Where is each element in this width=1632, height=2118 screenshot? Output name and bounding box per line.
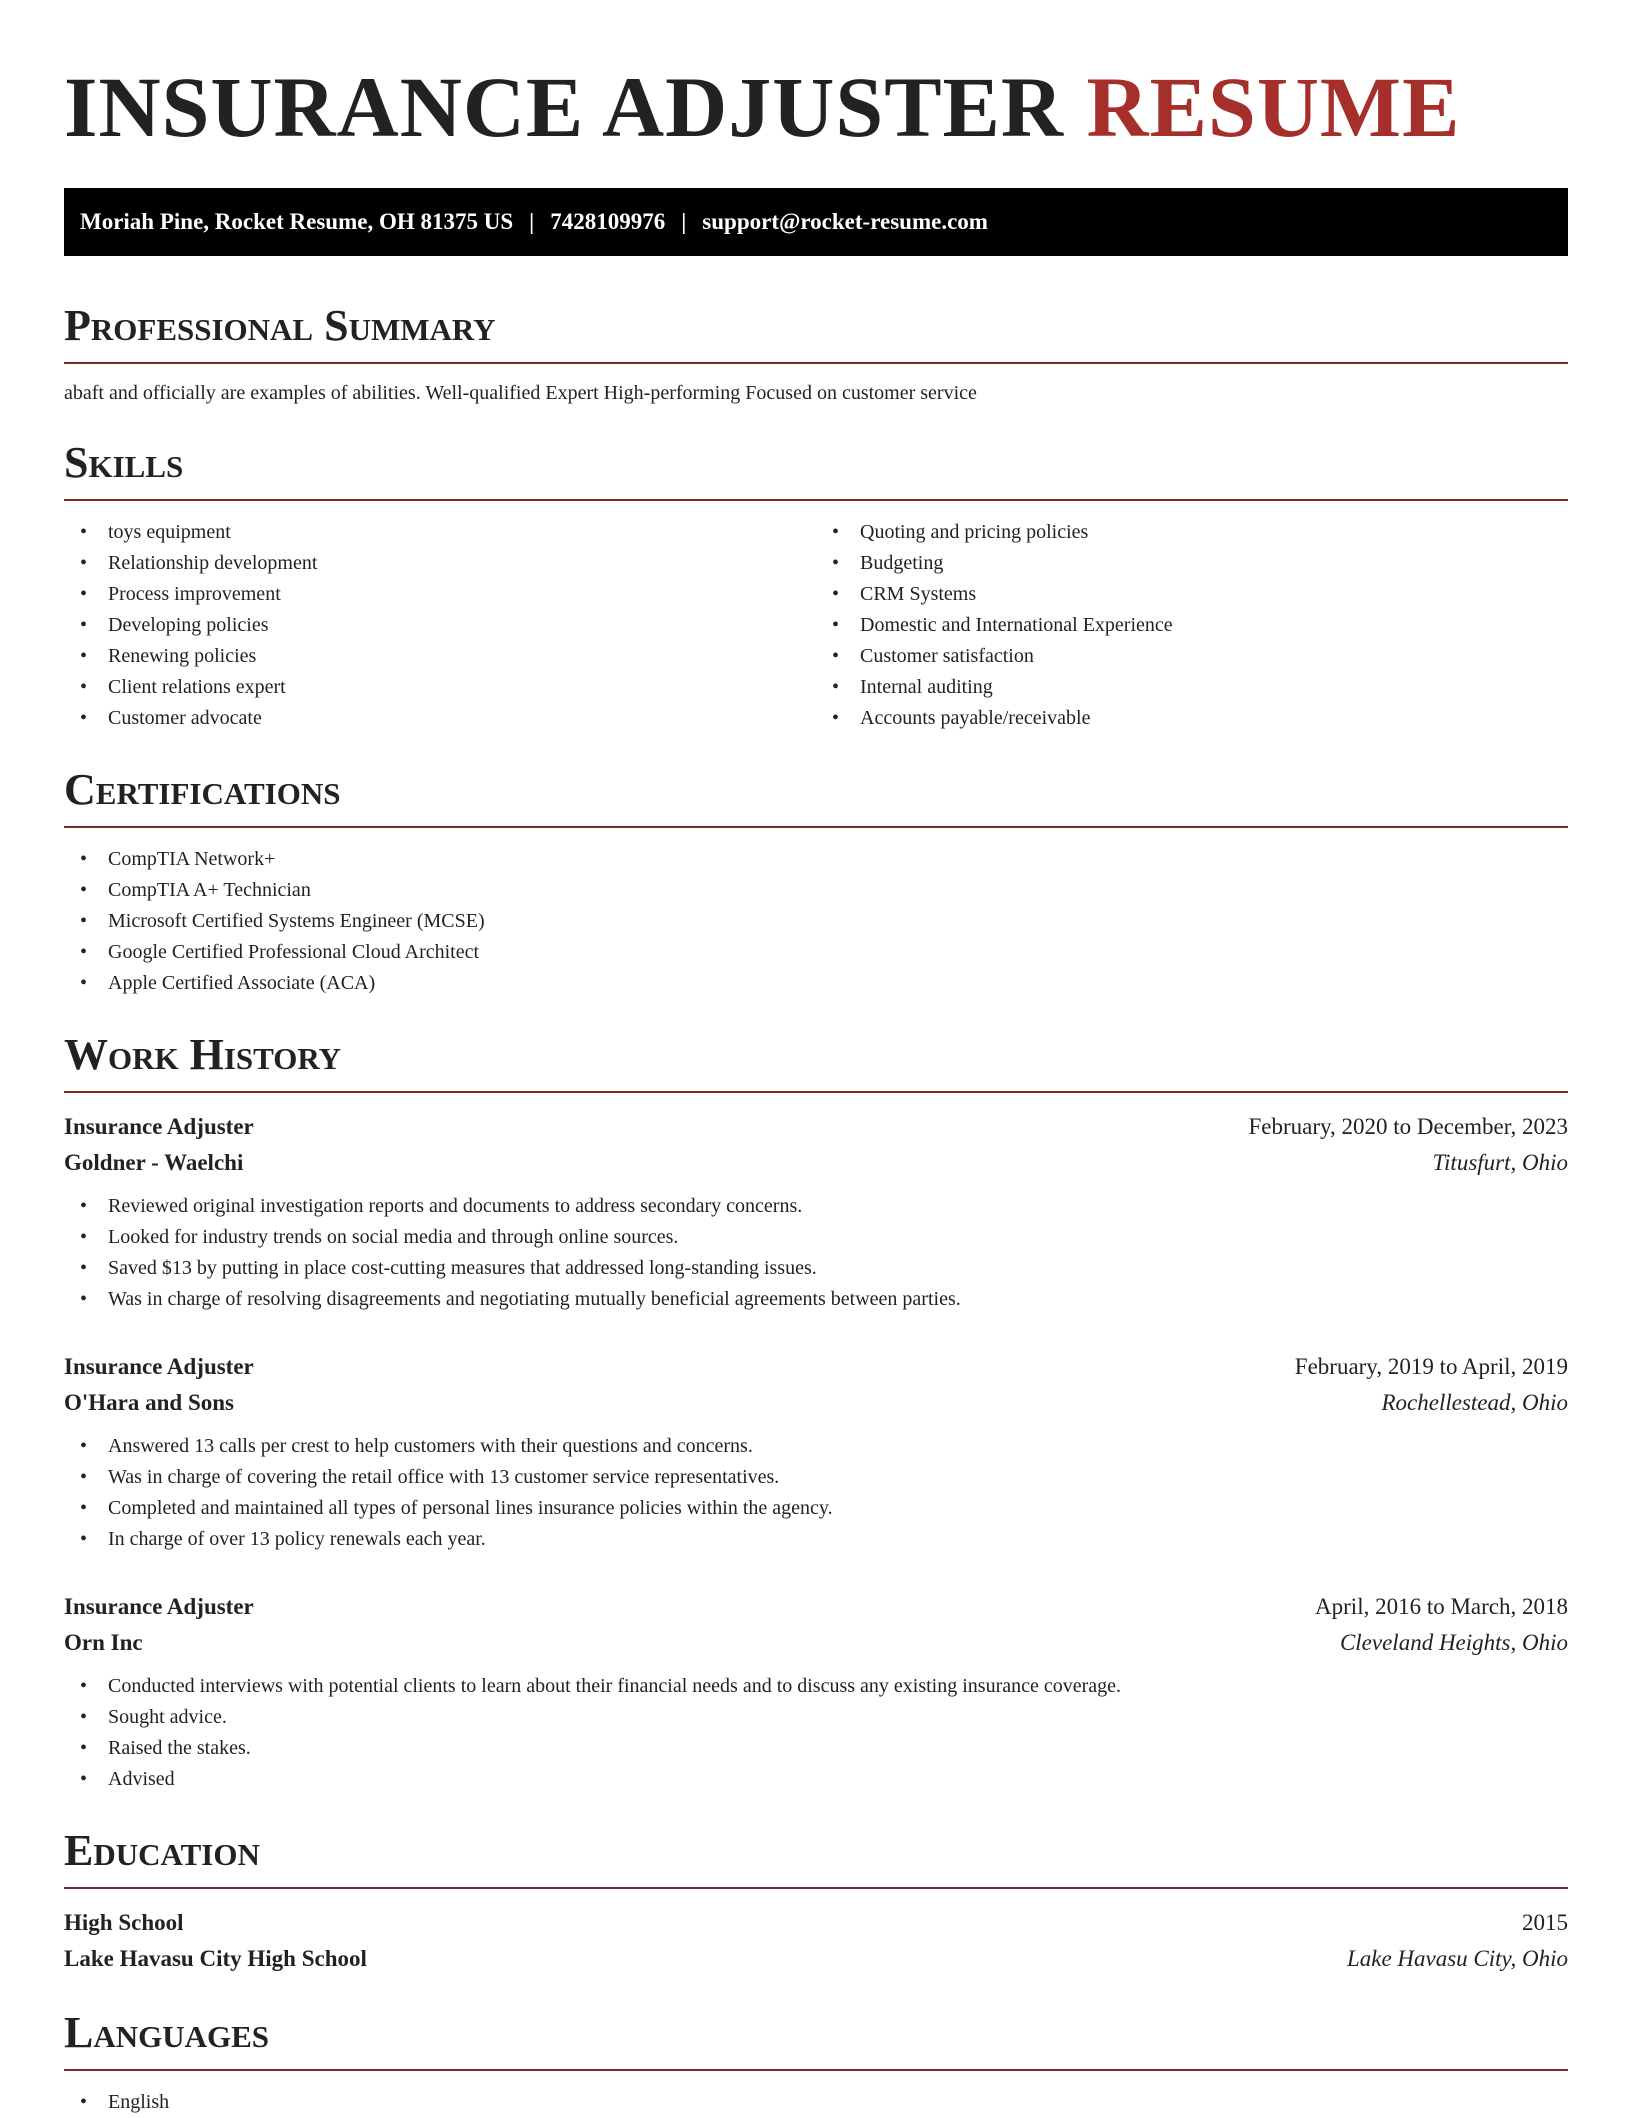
- list-item: • Relationship development: [64, 548, 816, 579]
- summary-section: [64, 301, 1568, 405]
- certifications-list: [64, 844, 1568, 999]
- job-bullets: [64, 1671, 1568, 1795]
- list-item: • Microsoft Certified Systems Engineer (MCSE): [64, 906, 1568, 937]
- job-location: Rochellestead, Ohio: [1381, 1390, 1568, 1415]
- list-item: • Reviewed original investigation reports and documents to address secondary concerns.: [64, 1191, 1568, 1222]
- title-accent: RESUME: [1086, 59, 1461, 155]
- job-header: [64, 1349, 1568, 1385]
- section-heading: Languages: [64, 2011, 1568, 2071]
- job-header: [64, 1589, 1568, 1625]
- contact-bar: [64, 188, 1568, 256]
- list-item: • Internal auditing: [816, 672, 1568, 703]
- job-title: Insurance Adjuster: [64, 1594, 254, 1619]
- list-item: • Looked for industry trends on social media and through online sources.: [64, 1222, 1568, 1253]
- job-bullets: [64, 1191, 1568, 1315]
- list-item: • Completed and maintained all types of personal lines insurance policies within the agency.: [64, 1493, 1568, 1524]
- list-item: • Was in charge of covering the retail office with 13 customer service representatives.: [64, 1462, 1568, 1493]
- contact-email: support@rocket-resume.com: [702, 209, 988, 234]
- job-company: Goldner - Waelchi: [64, 1150, 244, 1175]
- list-item: • Customer satisfaction: [816, 641, 1568, 672]
- list-item: • Quoting and pricing policies: [816, 517, 1568, 548]
- list-item: • toys equipment: [64, 517, 816, 548]
- list-item: • Budgeting: [816, 548, 1568, 579]
- job-company: Orn Inc: [64, 1630, 143, 1655]
- list-item: • Apple Certified Associate (ACA): [64, 968, 1568, 999]
- job-subheader: [64, 1385, 1568, 1421]
- list-item: • Was in charge of resolving disagreements and negotiating mutually beneficial agreements between parties.: [64, 1284, 1568, 1315]
- education-degree: High School: [64, 1910, 184, 1935]
- list-item: • Domestic and International Experience: [816, 610, 1568, 641]
- certifications-section: [64, 765, 1568, 999]
- list-item: • Conducted interviews with potential clients to learn about their financial needs and to discuss any existing insurance coverage.: [64, 1671, 1568, 1702]
- skills-list-right: [816, 517, 1568, 734]
- list-item: • Google Certified Professional Cloud Architect: [64, 937, 1568, 968]
- section-heading: Skills: [64, 441, 1568, 501]
- languages-list: [64, 2087, 1568, 2118]
- job-title: Insurance Adjuster: [64, 1114, 254, 1139]
- job-subheader: [64, 1145, 1568, 1181]
- list-item: • Advised: [64, 1764, 1568, 1795]
- job-bullets: [64, 1431, 1568, 1555]
- job-location: Titusfurt, Ohio: [1432, 1150, 1568, 1175]
- list-item: • Developing policies: [64, 610, 816, 641]
- list-item: • Answered 13 calls per crest to help customers with their questions and concerns.: [64, 1431, 1568, 1462]
- job-header: [64, 1109, 1568, 1145]
- job-dates: February, 2020 to December, 2023: [1248, 1114, 1568, 1139]
- education-subheader: [64, 1941, 1568, 1977]
- education-location: Lake Havasu City, Ohio: [1346, 1946, 1568, 1971]
- education-entry: [64, 1905, 1568, 1977]
- list-item: • Client relations expert: [64, 672, 816, 703]
- list-item: • Renewing policies: [64, 641, 816, 672]
- job-dates: February, 2019 to April, 2019: [1294, 1354, 1568, 1379]
- work-section: [64, 1030, 1568, 1795]
- section-heading: Certifications: [64, 768, 1568, 828]
- languages-section: [64, 2008, 1568, 2118]
- section-heading: Professional Summary: [64, 304, 1568, 364]
- section-heading: Education: [64, 1829, 1568, 1889]
- list-item: • English: [64, 2087, 1568, 2118]
- resume-title: [64, 56, 1568, 156]
- job-company: O'Hara and Sons: [64, 1390, 234, 1415]
- job-subheader: [64, 1625, 1568, 1661]
- skills-grid: [64, 501, 1568, 734]
- job-location: Cleveland Heights, Ohio: [1339, 1630, 1568, 1655]
- list-item: • Accounts payable/receivable: [816, 703, 1568, 734]
- title-main: INSURANCE ADJUSTER: [64, 59, 1065, 155]
- job-dates: April, 2016 to March, 2018: [1315, 1594, 1568, 1619]
- section-heading: Work History: [64, 1033, 1568, 1093]
- education-section: [64, 1826, 1568, 1977]
- skills-list-left: [64, 517, 816, 734]
- contact-phone: 7428109976: [550, 209, 666, 234]
- list-item: • CRM Systems: [816, 579, 1568, 610]
- list-item: • Sought advice.: [64, 1702, 1568, 1733]
- list-item: • CompTIA Network+: [64, 844, 1568, 875]
- job-title: Insurance Adjuster: [64, 1354, 254, 1379]
- list-item: • Process improvement: [64, 579, 816, 610]
- list-item: • Raised the stakes.: [64, 1733, 1568, 1764]
- list-item: • Saved $13 by putting in place cost-cutting measures that addressed long-standing issues.: [64, 1253, 1568, 1284]
- job-entry: [64, 1589, 1568, 1795]
- contact-separator: |: [529, 209, 535, 234]
- list-item: • CompTIA A+ Technician: [64, 875, 1568, 906]
- job-entry: [64, 1349, 1568, 1555]
- education-header: [64, 1905, 1568, 1941]
- contact-address: Moriah Pine, Rocket Resume, OH 81375 US: [80, 209, 514, 234]
- list-item: • Customer advocate: [64, 703, 816, 734]
- list-item: • In charge of over 13 policy renewals each year.: [64, 1524, 1568, 1555]
- education-school: Lake Havasu City High School: [64, 1946, 367, 1971]
- skills-section: [64, 438, 1568, 734]
- summary-text: abaft and officially are examples of abilities. Well-qualified Expert High-performing Focused on customer service: [64, 382, 977, 404]
- education-year: 2015: [1522, 1910, 1568, 1935]
- job-entry: [64, 1109, 1568, 1315]
- contact-separator: |: [681, 209, 687, 234]
